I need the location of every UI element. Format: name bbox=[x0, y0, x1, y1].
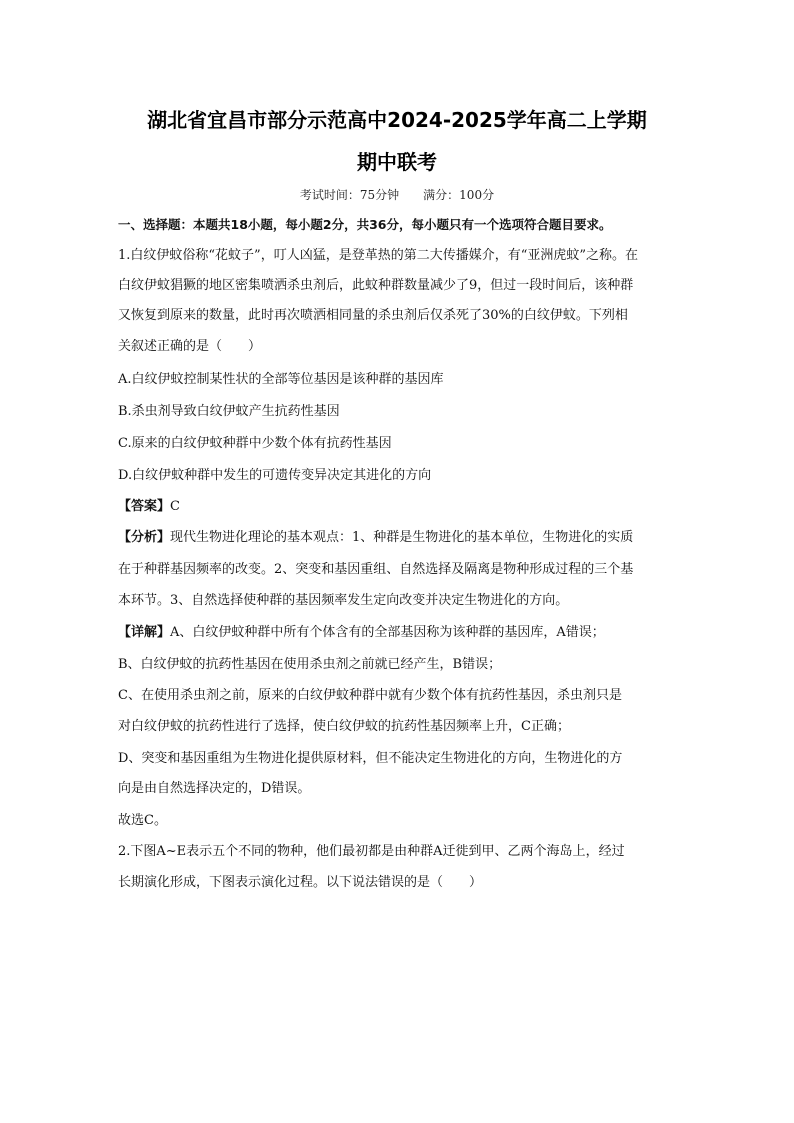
answer-value: C bbox=[170, 499, 180, 514]
detail-label: 【详解】 bbox=[118, 625, 171, 640]
q1-option-d: D.白纹伊蚊种群中发生的可遗传变异决定其进化的方向 bbox=[118, 468, 432, 483]
q1-option-c: C.原来的白纹伊蚊种群中少数个体有抗药性基因 bbox=[118, 436, 392, 451]
q1-detail-line: B、白纹伊蚊的抗药性基因在使用杀虫剂之前就已经产生，B错误； bbox=[118, 657, 502, 672]
q1-analysis-line: 本环节。3、自然选择使种群的基因频率发生定向改变并决定生物进化的方向。 bbox=[118, 593, 569, 608]
exam-info: 考试时间：75分钟 满分：100分 bbox=[299, 188, 495, 202]
q1-option-b: B.杀虫剂导致白纹伊蚊产生抗药性基因 bbox=[118, 404, 340, 419]
q1-detail-line: D、突变和基因重组为生物进化提供原材料，但不能决定生物进化的方向，生物进化的方 bbox=[118, 751, 623, 766]
q1-stem-line: 又恢复到原来的数量，此时再次喷洒相同量的杀虫剂后仅杀死了30%的白纹伊蚊。下列相 bbox=[118, 308, 628, 323]
q1-conclusion: 故选C。 bbox=[118, 813, 167, 828]
analysis-text: 现代生物进化理论的基本观点：1、种群是生物进化的基本单位，生物进化的实质 bbox=[170, 530, 634, 545]
section-heading: 一、选择题：本题共18小题，每小题2分，共36分，每小题只有一个选项符合题目要求。 bbox=[118, 217, 612, 232]
q2-stem-line: 长期演化形成，下图表示演化过程。以下说法错误的是（ ） bbox=[118, 875, 483, 890]
q1-stem-line: 关叙述正确的是（ ） bbox=[118, 339, 262, 354]
q1-analysis-line bbox=[118, 528, 633, 548]
q1-detail-line: C、在使用杀虫剂之前，原来的白纹伊蚊种群中就有少数个体有抗药性基因，杀虫剂只是 bbox=[118, 688, 622, 703]
q1-stem-line: 白纹伊蚊猖獗的地区密集喷洒杀虫剂后，此蚊种群数量减少了9，但过一段时间后，该种群 bbox=[118, 278, 634, 293]
q1-analysis-line: 在于种群基因频率的改变。2、突变和基因重组、自然选择及隔离是物种形成过程的三个基 bbox=[118, 562, 634, 577]
q1-option-a: A.白纹伊蚊控制某性状的全部等位基因是该种群的基因库 bbox=[118, 372, 444, 387]
document-title-line1: 湖北省宜昌市部分示范高中2024-2025学年高二上学期 bbox=[147, 108, 647, 132]
q1-detail-line bbox=[118, 623, 605, 643]
q1-detail-line: 向是由自然选择决定的，D错误。 bbox=[118, 781, 311, 796]
document-title-line2: 期中联考 bbox=[357, 150, 437, 174]
q1-detail-line: 对白纹伊蚊的抗药性进行了选择，使白纹伊蚊的抗药性基因频率上升，C正确； bbox=[118, 719, 570, 734]
detail-text: A、白纹伊蚊种群中所有个体含有的全部基因称为该种群的基因库，A错误； bbox=[170, 625, 605, 640]
q2-stem-line: 2.下图A~E表示五个不同的物种，他们最初都是由种群A迁徙到甲、乙两个海岛上，经过 bbox=[118, 844, 625, 859]
q1-stem-line: 1.白纹伊蚊俗称“花蚊子”，叮人凶猛，是登革热的第二大传播媒介，有“亚洲虎蚊”之称。在 bbox=[118, 248, 638, 263]
answer-label: 【答案】 bbox=[118, 499, 171, 514]
analysis-label: 【分析】 bbox=[118, 530, 171, 545]
q1-answer bbox=[118, 497, 180, 517]
